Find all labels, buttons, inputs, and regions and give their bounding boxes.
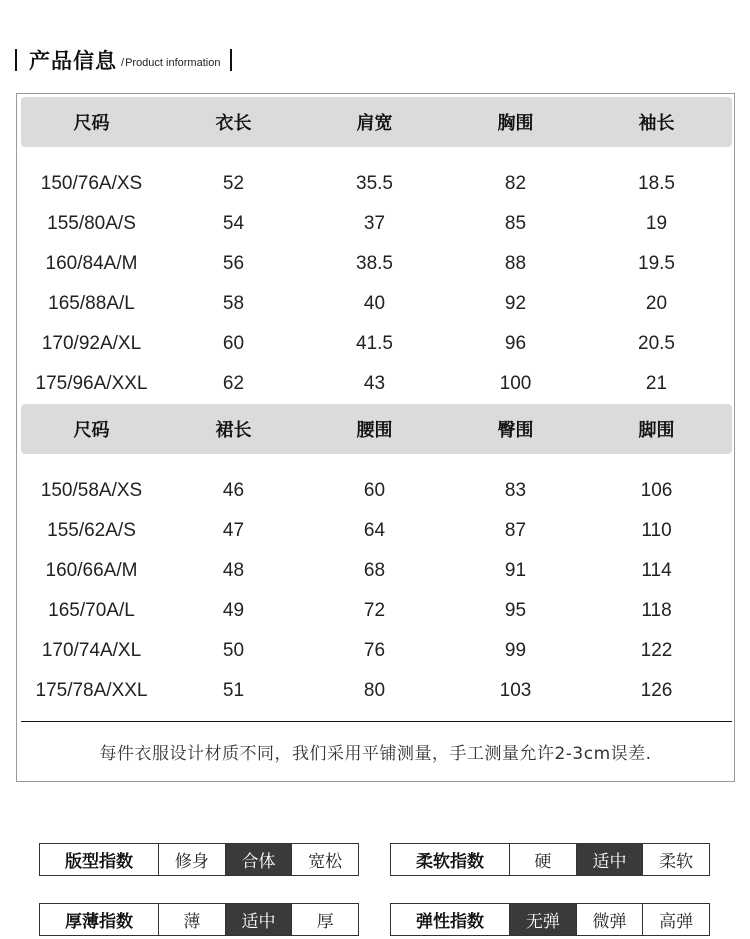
cell-value: 106	[640, 480, 673, 501]
cell-value: 20.5	[638, 333, 675, 354]
cell-value: 103	[499, 680, 532, 701]
cell-value: 47	[222, 520, 245, 541]
top-table-header	[21, 97, 732, 147]
header-bar-right	[230, 49, 232, 71]
cell-value: 99	[504, 640, 527, 661]
elasticity-option-none: 无弹	[510, 904, 577, 935]
cell-value: 50	[222, 640, 245, 661]
thickness-index-label: 厚薄指数	[40, 904, 159, 935]
cell-size: 160/66A/M	[45, 560, 138, 581]
cell-value: 19	[645, 213, 668, 234]
cell-value: 21	[645, 373, 668, 394]
cell-value: 95	[504, 600, 527, 621]
cell-value: 60	[363, 480, 386, 501]
header-cell-shoulder: 肩宽	[356, 113, 393, 134]
softness-option-soft: 柔软	[659, 852, 694, 872]
section-subtitle: Product information	[125, 56, 221, 69]
cell-value: 82	[504, 173, 527, 194]
elasticity-index-label: 弹性指数	[391, 904, 510, 935]
cell-value: 126	[640, 680, 673, 701]
cell-size: 160/84A/M	[45, 253, 138, 274]
cell-value: 114	[641, 560, 672, 581]
cell-value: 46	[222, 480, 245, 501]
header-cell-hem: 脚围	[638, 420, 675, 441]
table-row	[21, 551, 732, 591]
header-cell-skirt-length: 裙长	[215, 420, 252, 441]
cell-size: 150/76A/XS	[40, 173, 143, 194]
fit-index-label: 版型指数	[40, 844, 159, 875]
softness-index-label: 柔软指数	[391, 844, 510, 875]
cell-value: 62	[222, 373, 245, 394]
cell-size: 170/92A/XL	[41, 333, 142, 354]
thickness-option-thin: 薄	[159, 904, 226, 935]
cell-value: 72	[363, 600, 386, 621]
softness-option-hard: 硬	[510, 844, 577, 875]
cell-value: 76	[363, 640, 386, 661]
divider	[21, 721, 732, 722]
table-row	[21, 164, 732, 204]
table-row	[21, 631, 732, 671]
cell-value: 48	[222, 560, 245, 581]
cell-size: 155/62A/S	[47, 520, 136, 541]
cell-size: 165/88A/L	[48, 293, 135, 314]
cell-size: 155/80A/S	[47, 213, 136, 234]
cell-value: 49	[222, 600, 245, 621]
cell-value: 96	[504, 333, 527, 354]
cell-value: 83	[504, 480, 527, 501]
table-row	[21, 324, 732, 364]
header-cell-size: 尺码	[73, 420, 110, 441]
header-cell-size: 尺码	[73, 113, 110, 134]
cell-value: 80	[363, 680, 386, 701]
table-row	[21, 471, 732, 511]
cell-value: 60	[222, 333, 245, 354]
fit-index	[39, 843, 359, 876]
cell-value: 85	[504, 213, 527, 234]
table-row	[21, 204, 732, 244]
cell-value: 19.5	[638, 253, 675, 274]
table-row	[21, 364, 732, 404]
cell-value: 110	[641, 520, 672, 541]
cell-value: 41.5	[356, 333, 393, 354]
cell-value: 35.5	[356, 173, 393, 194]
section-title: 产品信息	[29, 49, 117, 73]
cell-value: 51	[222, 680, 245, 701]
cell-size: 170/74A/XL	[41, 640, 142, 661]
cell-value: 20	[645, 293, 668, 314]
cell-value: 40	[363, 293, 386, 314]
cell-size: 150/58A/XS	[40, 480, 143, 501]
table-row	[21, 284, 732, 324]
cell-value: 58	[222, 293, 245, 314]
cell-value: 54	[222, 213, 245, 234]
cell-value: 18.5	[638, 173, 675, 194]
table-row	[21, 244, 732, 284]
cell-value: 118	[641, 600, 672, 621]
table-row	[21, 591, 732, 631]
elasticity-option-high: 高弹	[659, 912, 694, 932]
bottom-table-header	[21, 404, 732, 454]
elasticity-index	[390, 903, 710, 936]
cell-value: 91	[504, 560, 527, 581]
cell-value: 100	[499, 373, 532, 394]
cell-value: 64	[363, 520, 386, 541]
header-bar-left	[15, 49, 17, 71]
header-cell-sleeve: 袖长	[638, 113, 675, 134]
cell-value: 43	[363, 373, 386, 394]
cell-size: 175/96A/XXL	[35, 373, 148, 394]
thickness-option-thick: 厚	[316, 912, 334, 932]
fit-option-regular: 合体	[226, 844, 293, 875]
elasticity-option-slight: 微弹	[577, 904, 644, 935]
fit-option-slim: 修身	[159, 844, 226, 875]
cell-value: 52	[222, 173, 245, 194]
thickness-index	[39, 903, 359, 936]
size-chart	[16, 93, 735, 782]
header-cell-chest: 胸围	[497, 113, 534, 134]
cell-value: 88	[504, 253, 527, 274]
cell-value: 38.5	[356, 253, 393, 274]
cell-value: 122	[640, 640, 673, 661]
header-cell-hip: 臀围	[497, 420, 534, 441]
cell-value: 68	[363, 560, 386, 581]
fit-option-loose: 宽松	[308, 852, 343, 872]
measurement-note: 每件衣服设计材质不同，我们采用平铺测量，手工测量允许2-3cm误差.	[99, 744, 652, 764]
header-cell-length: 衣长	[215, 113, 252, 134]
cell-size: 175/78A/XXL	[35, 680, 148, 701]
cell-value: 37	[363, 213, 386, 234]
section-slash: /	[121, 56, 125, 69]
cell-value: 56	[222, 253, 245, 274]
cell-value: 92	[504, 293, 527, 314]
cell-value: 87	[504, 520, 527, 541]
table-row	[21, 671, 732, 711]
softness-index	[390, 843, 710, 876]
section-header	[15, 47, 232, 73]
cell-size: 165/70A/L	[48, 600, 135, 621]
header-cell-waist: 腰围	[356, 420, 393, 441]
table-row	[21, 511, 732, 551]
thickness-option-medium: 适中	[226, 904, 293, 935]
softness-option-medium: 适中	[577, 844, 644, 875]
